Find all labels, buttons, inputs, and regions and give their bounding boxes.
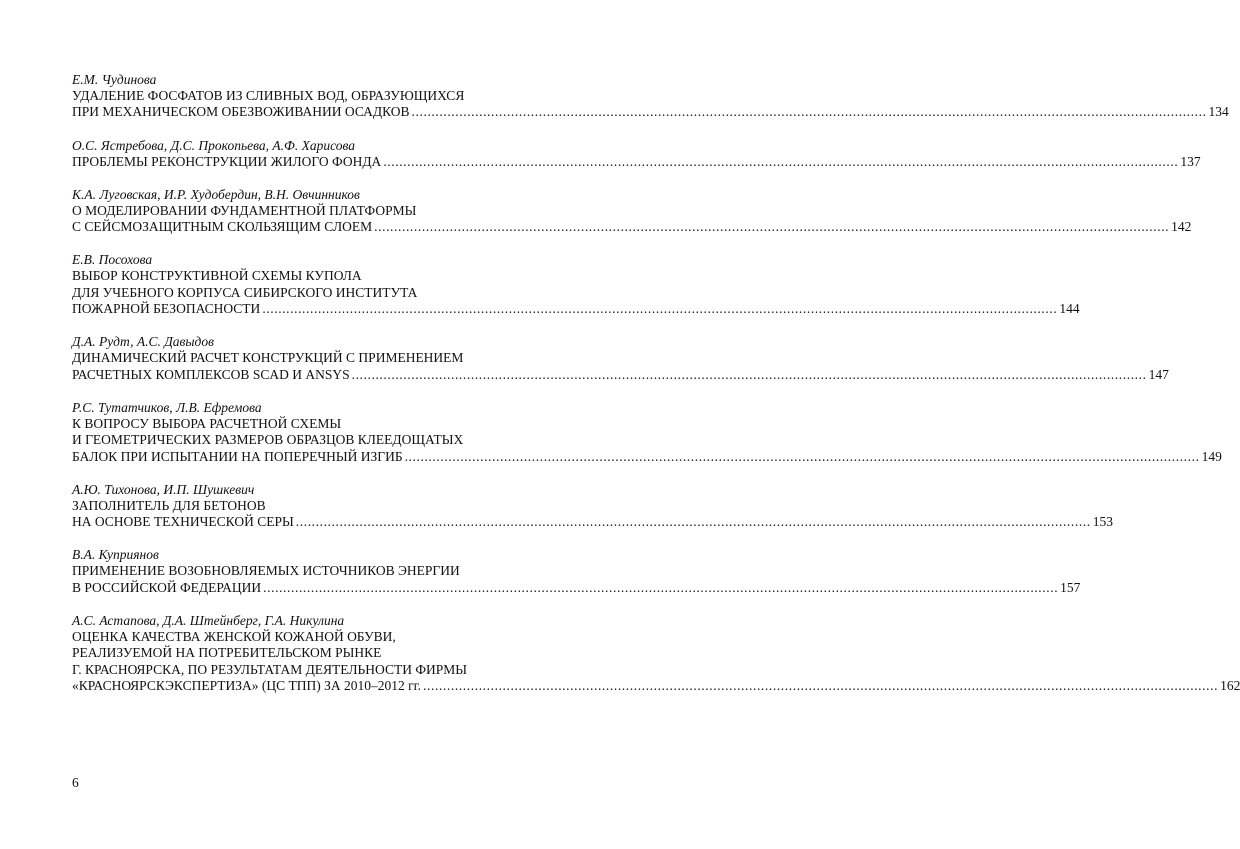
toc-entry-authors: Е.В. Посохова (72, 252, 153, 268)
toc-entry-title-line (72, 366, 1169, 383)
dot-leader: ........................................................................................................................................................................................................ (423, 677, 1219, 693)
toc-entry-title-line (72, 153, 1201, 170)
toc-entry (72, 399, 1222, 465)
toc-entry-authors: О.С. Ястребова, Д.С. Прокопьева, А.Ф. Харисова (72, 137, 356, 153)
toc-entry (72, 186, 1192, 236)
toc-entry-title-line (72, 219, 1192, 235)
toc-entry-title-line: ДЛЯ УЧЕБНОГО КОРПУСА СИБИРСКОГО ИНСТИТУТА (72, 284, 418, 300)
dot-leader: ........................................................................................................................................................................................................ (295, 514, 1091, 530)
toc-entry-title-text: НА ОСНОВЕ ТЕХНИЧЕСКОЙ СЕРЫ (72, 514, 294, 530)
toc-entry-title-text: «КРАСНОЯРСКЭКСПЕРТИЗА» (ЦС ТПП) ЗА 2010–2012 гг. (72, 677, 422, 693)
toc-entry-page: 147 (1148, 366, 1169, 382)
toc-entry-title-line: ДИНАМИЧЕСКИЙ РАСЧЕТ КОНСТРУКЦИЙ С ПРИМЕНЕНИЕМ (72, 350, 464, 366)
toc-entry-title-text: ПРИ МЕХАНИЧЕСКОМ ОБЕЗВОЖИВАНИИ ОСАДКОВ (72, 104, 410, 120)
toc-entry-authors: А.С. Астапова, Д.А. Штейнберг, Г.А. Никулина (72, 613, 345, 629)
toc-entry-title-line: Г. КРАСНОЯРСКА, ПО РЕЗУЛЬТАТАМ ДЕЯТЕЛЬНОСТИ ФИРМЫ (72, 661, 468, 677)
toc-entry-page: 137 (1180, 153, 1201, 169)
dot-leader: ........................................................................................................................................................................................................ (351, 366, 1147, 382)
toc-entry-title-line: РЕАЛИЗУЕМОЙ НА ПОТРЕБИТЕЛЬСКОМ РЫНКЕ (72, 645, 382, 661)
toc-entry-title-text: ПРОБЛЕМЫ РЕКОНСТРУКЦИИ ЖИЛОГО ФОНДА (72, 153, 382, 169)
toc-entry-page: 157 (1060, 579, 1081, 595)
toc-entry (72, 252, 1080, 317)
dot-leader: ........................................................................................................................................................................................................ (411, 104, 1207, 120)
toc-entry-title-line (72, 579, 1081, 596)
page-number: 6 (72, 775, 79, 790)
toc-entry-title-line: И ГЕОМЕТРИЧЕСКИХ РАЗМЕРОВ ОБРАЗЦОВ КЛЕЕДОЩАТЫХ (72, 432, 464, 448)
dot-leader: ........................................................................................................................................................................................................ (404, 448, 1200, 464)
toc-entry-title-line (72, 677, 1240, 694)
dot-leader: ........................................................................................................................................................................................................ (374, 219, 1170, 235)
toc-entry-title-line: К ВОПРОСУ ВЫБОРА РАСЧЕТНОЙ СХЕМЫ (72, 415, 342, 431)
toc-entry-title-text: В РОССИЙСКОЙ ФЕДЕРАЦИИ (72, 579, 262, 595)
toc-entry (72, 481, 1114, 531)
toc-entry-title-line: О МОДЕЛИРОВАНИИ ФУНДАМЕНТНОЙ ПЛАТФОРМЫ (72, 202, 417, 218)
toc-entry-page: 144 (1059, 301, 1080, 317)
toc-entry-authors: Р.С. Тутатчиков, Л.В. Ефремова (72, 399, 262, 415)
dot-leader: ........................................................................................................................................................................................................ (263, 579, 1059, 595)
toc-entry (72, 137, 1201, 170)
toc-entry-title-line: ВЫБОР КОНСТРУКТИВНОЙ СХЕМЫ КУПОЛА (72, 268, 362, 284)
toc-entry-title-line: УДАЛЕНИЕ ФОСФАТОВ ИЗ СЛИВНЫХ ВОД, ОБРАЗУЮЩИХСЯ (72, 88, 465, 103)
toc-entry-title-text: БАЛОК ПРИ ИСПЫТАНИИ НА ПОПЕРЕЧНЫЙ ИЗГИБ (72, 448, 403, 464)
toc-entry-authors: В.А. Куприянов (72, 547, 159, 563)
toc-entry-authors: Д.А. Рудт, А.С. Давыдов (72, 334, 214, 350)
toc-entry-title-text: РАСЧЕТНЫХ КОМПЛЕКСОВ SCAD И ANSYS (72, 366, 350, 382)
dot-leader: ........................................................................................................................................................................................................ (262, 301, 1058, 317)
toc-entry-title-line: ЗАПОЛНИТЕЛЬ ДЛЯ БЕТОНОВ (72, 497, 266, 513)
toc-entry-title-line (72, 104, 1229, 120)
toc-entry-title-line: ПРИМЕНЕНИЕ ВОЗОБНОВЛЯЕМЫХ ИСТОЧНИКОВ ЭНЕРГИИ (72, 563, 460, 579)
toc-entry-title-line (72, 448, 1222, 465)
dot-leader: ........................................................................................................................................................................................................ (383, 153, 1179, 169)
toc-entry-page: 153 (1092, 514, 1114, 530)
toc-entry-title-line (72, 514, 1114, 530)
toc-entry (72, 547, 1081, 596)
toc-entry-authors: А.Ю. Тихонова, И.П. Шушкевич (72, 481, 255, 497)
toc-entry-title-text: ПОЖАРНОЙ БЕЗОПАСНОСТИ (72, 301, 261, 317)
table-of-contents (72, 72, 1240, 711)
toc-entry-authors: К.А. Луговская, И.Р. Худобердин, В.Н. Овчинников (72, 186, 360, 202)
toc-entry-title-line (72, 301, 1080, 317)
toc-entry-page: 162 (1220, 677, 1240, 693)
toc-entry (72, 334, 1169, 383)
toc-entry (72, 72, 1229, 121)
toc-entry-page: 142 (1171, 219, 1192, 235)
toc-entry-title-text: С СЕЙСМОЗАЩИТНЫМ СКОЛЬЗЯЩИМ СЛОЕМ (72, 219, 373, 235)
toc-entry-authors: Е.М. Чудинова (72, 72, 157, 87)
toc-entry (72, 613, 1240, 694)
toc-entry-page: 149 (1201, 448, 1222, 464)
toc-entry-page: 134 (1208, 104, 1229, 120)
toc-entry-title-line: ОЦЕНКА КАЧЕСТВА ЖЕНСКОЙ КОЖАНОЙ ОБУВИ, (72, 629, 396, 645)
